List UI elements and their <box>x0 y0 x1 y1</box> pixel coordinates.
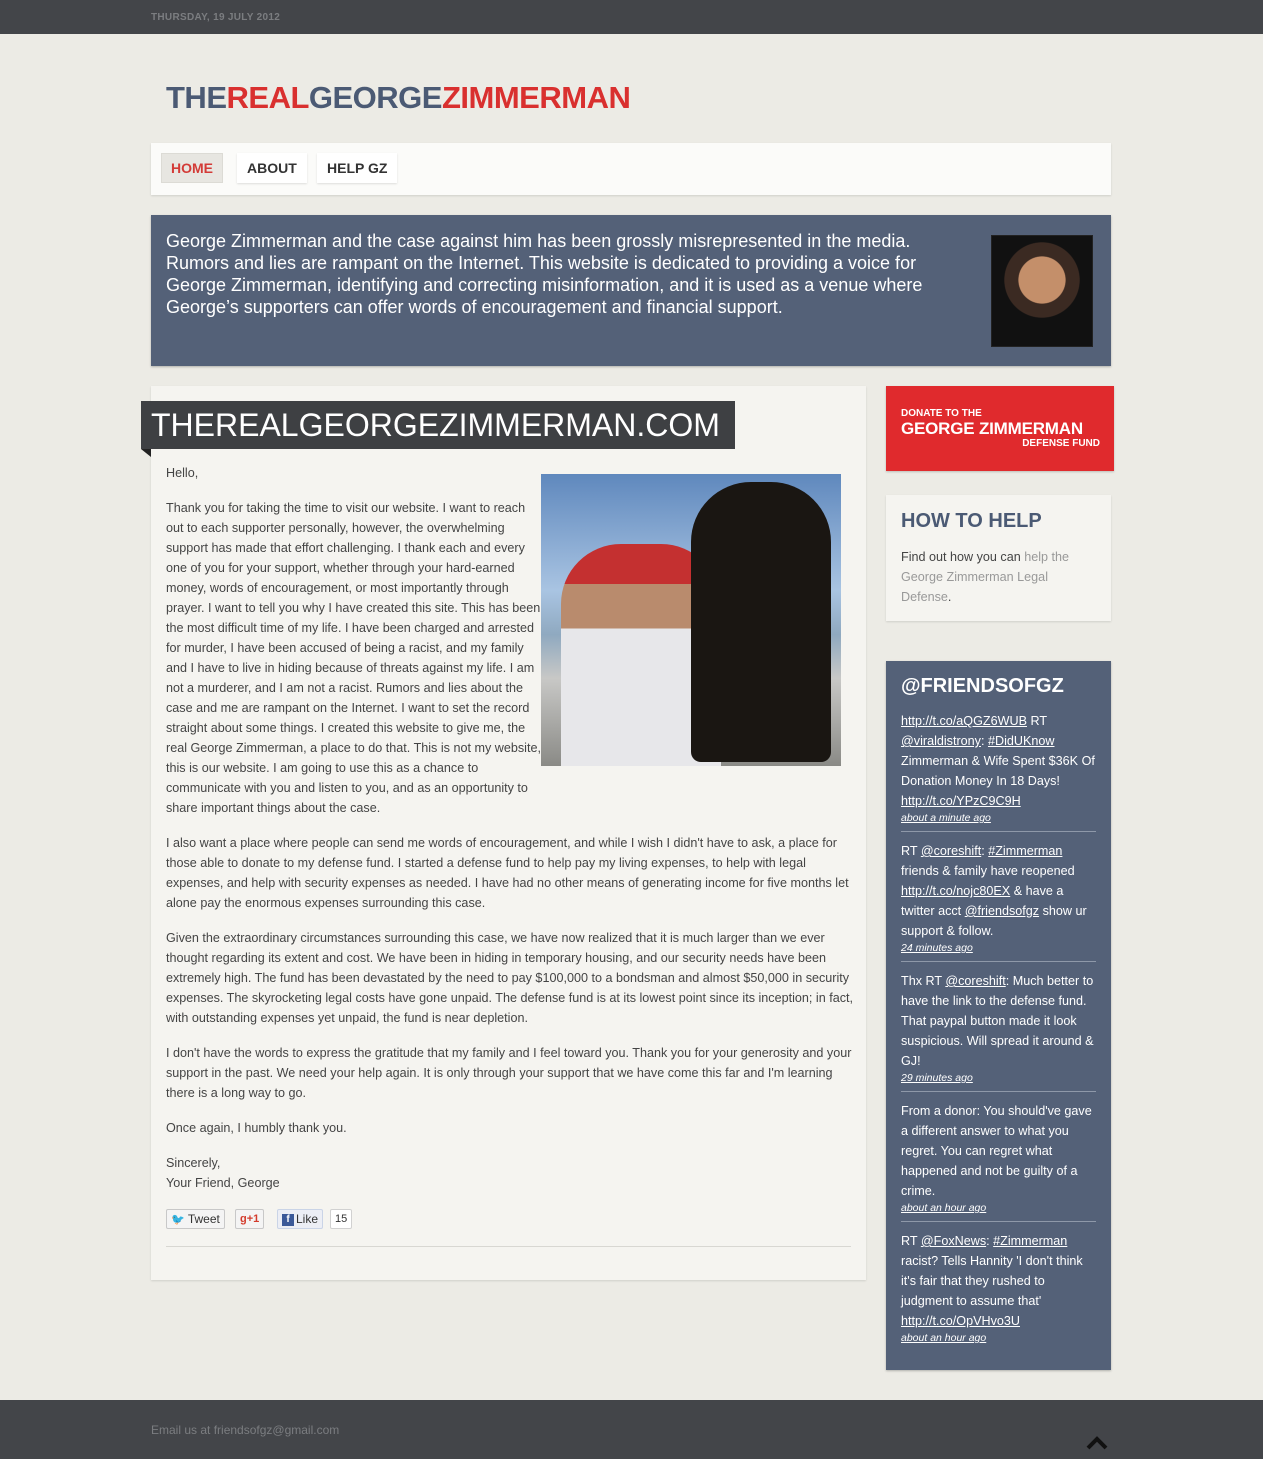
tweet-link[interactable]: http://t.co/nojc80EX <box>901 884 1011 898</box>
top-bar <box>0 0 1263 34</box>
tweet-time[interactable]: 29 minutes ago <box>901 1072 973 1084</box>
logo-part-george: GEORGE <box>308 80 442 115</box>
tweet-rt: RT <box>901 1234 921 1248</box>
tweet-body: racist? Tells Hannity 'I don't think it's fair that they rushed to judgment to assume that' <box>901 1254 1083 1308</box>
current-date: THURSDAY, 19 JULY 2012 <box>151 12 281 23</box>
logo-part-zimmerman: ZIMMERMAN <box>441 80 631 115</box>
article-greeting: Hello, <box>166 466 199 480</box>
article-signature <box>166 1153 854 1193</box>
intro-panel <box>151 215 1111 366</box>
tweet-label: Tweet <box>187 1212 220 1226</box>
tweet-time[interactable]: 24 minutes ago <box>901 942 973 954</box>
nav-item-about[interactable]: ABOUT <box>237 153 307 183</box>
facebook-like-label: Like <box>296 1212 319 1226</box>
tweet-button[interactable] <box>166 1209 225 1229</box>
tweet-mention[interactable]: @viraldistrony <box>901 734 981 748</box>
donate-line-2: GEORGE ZIMMERMAN <box>901 419 1083 438</box>
main-nav <box>151 143 1111 195</box>
twitter-feed-heading: @FRIENDSOFGZ <box>901 675 1064 697</box>
tweet-text <box>901 711 1096 811</box>
article-paragraph-1: Thank you for taking the time to visit our website. I want to reach out to each supporter personally, however, the overwhelming support has made that effort challenging. I thank each and every one of you for your support, whether through your hard-earned money, words of encouragement, or most importantly through prayer. I want to tell you why I have created this site. This has been the most difficult time of my life. I have been charged and arrested for murder, I have been accused of being a racist, and my family and I have to live in hiding because of threats against my life. I am not a murderer, and I am not a racist. Rumors and lies about the case and me are rampant on the Internet. I want to set the record straight about some things. I created this website to give me, the real George Zimmerman, a place to do that. This is not my website, this is our website. I am going to use this as a chance to communicate with you and listen to you, and as an opportunity to share important things about the case. <box>166 501 541 815</box>
tweet-item <box>901 711 1096 832</box>
logo-part-real: REAL <box>226 80 309 115</box>
tweet-mention[interactable]: @friendsofgz <box>964 904 1040 918</box>
how-to-help-heading: HOW TO HELP <box>901 510 1042 532</box>
footer-email-link[interactable]: friendsofgz@gmail.com <box>213 1423 340 1437</box>
chevron-up-icon[interactable] <box>1086 1432 1108 1454</box>
footer <box>0 1400 1263 1459</box>
tweet-rt: RT <box>1026 714 1047 728</box>
nav-item-help-gz[interactable]: HELP GZ <box>317 153 397 183</box>
site-logo[interactable] <box>166 80 630 116</box>
tweet-item <box>901 841 1096 962</box>
tweet-link[interactable]: http://t.co/OpVHvo3U <box>901 1314 1020 1328</box>
tweet-time[interactable]: about an hour ago <box>901 1202 987 1214</box>
google-plus-label: +1 <box>246 1213 260 1225</box>
tweet-item <box>901 1231 1096 1351</box>
tweet-hashtag[interactable]: #DidUKnow <box>987 734 1055 748</box>
tweet-hashtag[interactable]: #Zimmerman <box>988 844 1063 858</box>
twitter-bird-icon: 🐦 <box>171 1214 185 1226</box>
tweet-hashtag[interactable]: #Zimmerman <box>993 1234 1068 1248</box>
tweet-text: From a donor: You should've gave a different answer to what you regret. You can regret what happened and not be guilty of a crime. <box>901 1104 1092 1198</box>
donate-banner[interactable] <box>886 386 1114 471</box>
tweet-text <box>901 841 1096 941</box>
tweet-colon: : <box>980 734 988 748</box>
footer-email-text <box>151 1423 339 1437</box>
tweet-body: friends & family have reopened <box>901 864 1075 878</box>
tweet-mention[interactable]: @coreshift <box>945 974 1006 988</box>
footer-email-prefix: Email us at <box>151 1423 214 1437</box>
donate-line-3: DEFENSE FUND <box>1022 438 1100 449</box>
profile-photo <box>991 235 1093 347</box>
signature-line-2: Your Friend, George <box>166 1176 280 1190</box>
tweet-rt: Thx RT <box>901 974 946 988</box>
tweet-colon: : <box>981 844 989 858</box>
facebook-icon: f <box>282 1214 294 1226</box>
tweet-item <box>901 1101 1096 1222</box>
google-plus-icon: g <box>240 1213 247 1225</box>
tweet-time[interactable]: about a minute ago <box>901 812 991 824</box>
donate-line-1: DONATE TO THE <box>901 408 982 419</box>
how-to-help-text-before: Find out how you can <box>901 550 1025 564</box>
article-paragraph-3: Given the extraordinary circumstances surrounding this case, we have now realized that it is much larger than we ever thought regarding its extent and cost. We have been in hiding in temporary housing, and our security needs have been extremely high. The fund has been devastated by the need to pay $100,000 to a bondsman and almost $50,000 in security expenses. The skyrocketing legal costs have gone unpaid. The defense fund is at its lowest point since its inception; in fact, with outstanding expenses yet unpaid, the fund is near depletion. <box>166 931 853 1025</box>
tweet-colon: : <box>986 1234 994 1248</box>
tweet-time[interactable]: about an hour ago <box>901 1332 987 1344</box>
tweet-body: & have a twitter acct <box>901 884 1064 918</box>
article-paragraph-2: I also want a place where people can send me words of encouragement, and while I wish I didn't have to ask, a place for those able to donate to my defense fund. I started a defense fund to help pay my living expenses, to help with legal expenses, and help with security expenses as needed. I have had no other means of generating income for five months let alone pay the enormous expenses surrounding this case. <box>166 836 849 910</box>
tweet-link[interactable]: http://t.co/aQGZ6WUB <box>901 714 1027 728</box>
how-to-help-text <box>901 547 1101 607</box>
main-article <box>151 386 866 1280</box>
signature-line-1: Sincerely, <box>166 1156 221 1170</box>
help-defense-link[interactable]: help the George Zimmerman Legal Defense <box>901 550 1070 604</box>
logo-part-the: THE <box>166 80 227 115</box>
tweet-text <box>901 971 1096 1071</box>
article-paragraph-5: Once again, I humbly thank you. <box>166 1121 347 1135</box>
tweet-body: Zimmerman & Wife Spent $36K Of Donation Money In 18 Days! <box>901 754 1095 788</box>
how-to-help-widget <box>886 495 1111 621</box>
nav-item-home[interactable]: HOME <box>161 153 223 183</box>
tweet-mention[interactable]: @FoxNews <box>920 1234 987 1248</box>
intro-text: George Zimmerman and the case against him has been grossly misrepresented in the media. Rumors and lies are rampant on the Internet. This website is dedicated to providing a voice for George Zimmerman, identifying and correcting misinformation, and it is used as a venue where George’s supporters can offer words of encouragement and financial support. <box>166 231 923 317</box>
article-paragraph-4: I don't have the words to express the gratitude that my family and I feel toward you. Thank you for your generosity and your support in the past. We need your help again. It is only through your support that we have come this far and I'm learning there is a long way to go. <box>166 1046 852 1100</box>
tweet-text <box>901 1231 1096 1331</box>
article-photo <box>541 474 841 766</box>
tweet-rt: RT <box>901 844 921 858</box>
tweet-body: show ur support & follow. <box>901 904 1087 938</box>
how-to-help-text-after: . <box>947 590 952 604</box>
like-count: 15 <box>330 1209 352 1229</box>
article-title: THEREALGEORGEZIMMERMAN.COM <box>141 401 735 449</box>
tweet-link[interactable]: http://t.co/YPzC9C9H <box>901 794 1021 808</box>
tweet-list <box>901 711 1096 1360</box>
tweet-item <box>901 971 1096 1092</box>
google-plus-button[interactable] <box>235 1209 264 1229</box>
tweet-mention[interactable]: @coreshift <box>920 844 982 858</box>
article-divider <box>166 1246 851 1247</box>
facebook-like-button[interactable] <box>277 1209 323 1229</box>
twitter-feed-widget <box>886 661 1111 1370</box>
tweet-body: : Much better to have the link to the defense fund. That paypal button made it look suspicious. Will spread it around & GJ! <box>901 974 1094 1068</box>
